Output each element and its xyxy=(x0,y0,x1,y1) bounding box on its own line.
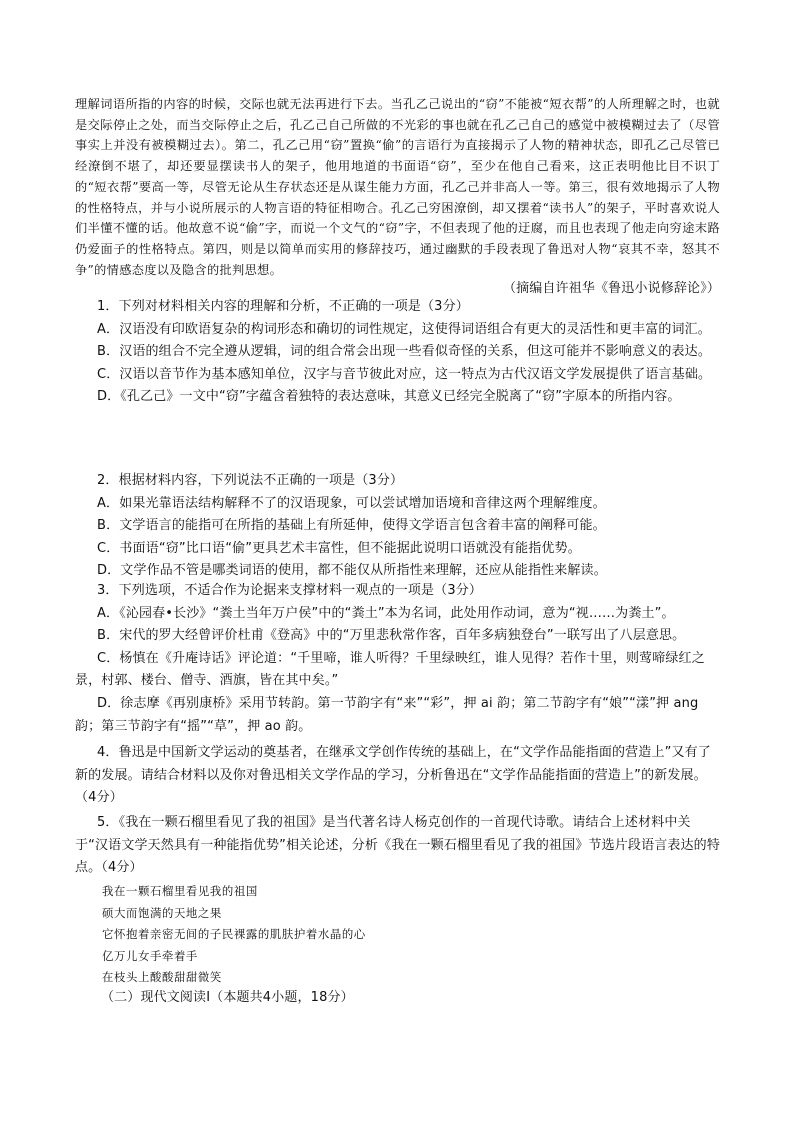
passage-text: 理解词语所指的内容的时候，交际也就无法再进行下去。当孔乙己说出的“窃”不能被“短衣帮”的人所理解之时，也就是交际停止之处，而当交际停止之后，孔乙己自己所做的不光彩的事也就在孔乙己自己的感觉中被模糊过去了（尽管事实上并没有被模糊过去）。第二，孔乙己用“窃”置换“偷”的言语行为直接揭示了人物的精神状态，即孔乙己尽管已经潦倒不堪了，却还要显摆读书人的架子，他用地道的书面语“窃”，至少在他自己看来，这正表明他比目不识丁的“短衣帮”要高一等，尽管无论从生存状态还是从谋生能力方面，孔乙己并非高人一等。第三，很有效地揭示了人物的性格特点，并与小说所展示的人物言语的特征相吻合。孔乙己穷困潦倒，却又摆着“读书人”的架子，平时喜欢说人们半懂不懂的话。他故意不说“偷”字，而说一个文气的“窃”字，不但表现了他的迂腐，而且也表现了他走向穷途末路仍爱面子的性格特点。第四，则是以简单而实用的修辞技巧，通过幽默的手段表现了鲁迅对人物“哀其不幸，怒其不争”的情感态度以及隐含的批判思想。 xyxy=(75,97,720,277)
question-5 xyxy=(75,812,720,880)
option-b: B．宋代的罗大经曾评价杜甫《登高》中的“万里悲秋常作客，百年多病独登台”一联写出了八层意思。 xyxy=(97,628,686,644)
option-d: D．文学作品不管是哪类词语的使用，都不能仅从所指性来理解，还应从能指性来解读。 xyxy=(97,563,607,579)
question-1 xyxy=(75,296,720,409)
question-4 xyxy=(75,742,720,810)
poem-excerpt xyxy=(75,881,720,989)
option-a: A．如果光靠语法结构解释不了的汉语现象，可以尝试增加语境和音律这两个理解维度。 xyxy=(97,495,606,511)
poem-line: 亿万儿女手牵着手 xyxy=(102,948,198,963)
question-stem: 1．下列对材料相关内容的理解和分析，不正确的一项是（3分） xyxy=(97,299,469,314)
poem-line: 我在一颗石榴里看见我的祖国 xyxy=(102,884,258,898)
poem-line: 硕大而饱满的天地之果 xyxy=(102,905,222,920)
question-stem: 3．下列选项，不适合作为论据来支撑材料一观点的一项是（3分） xyxy=(97,583,483,598)
option-c: C．汉语以音节作为基本感知单位，汉字与音节彼此对应，这一特点为古代汉语文学发展提供了语言基础。 xyxy=(97,366,712,382)
question-3 xyxy=(75,580,720,738)
option-c: C．书面语“窃”比口语“偷”更具艺术丰富性，但不能据此说明口语就没有能指优势。 xyxy=(97,540,581,556)
option-a: A．汉语没有印欧语复杂的构词形态和确切的词性规定，这使得词语组合有更大的灵活性和更丰富的词汇。 xyxy=(97,321,711,337)
question-2 xyxy=(75,470,720,583)
section-heading: （二）现代文阅读Ⅰ（本题共4小题，18分） xyxy=(101,990,354,1005)
question-stem: 2．根据材料内容，下列说法不正确的一项是（3分） xyxy=(97,473,404,488)
option-a: A．《沁园春•长沙》“粪土当年万户侯”中的“粪土”本为名词，此处用作动词，意为“视……为粪土”。 xyxy=(97,605,675,621)
question-stem: 4．鲁迅是中国新文学运动的奠基者，在继承文学创作传统的基础上，在“文学作品能指面的营造上”又有了新的发展。请结合材料以及你对鲁迅相关文学作品的学习，分析鲁迅在“文学作品能指面的营造上”的新发展。（4分） xyxy=(75,745,711,806)
passage-source: （摘编自许祖华《鲁迅小说修辞论》） xyxy=(502,281,720,296)
option-d: D．徐志摩《再别康桥》采用节转韵。第一节韵字有“来”“彩”，押 ai 韵；第二节韵字有“娘”“漾”押 ang韵；第三节韵字有“摇”“草”，押 ao 韵。 xyxy=(75,695,699,734)
question-stem: 5．《我在一颗石榴里看见了我的祖国》是当代著名诗人杨克创作的一首现代诗歌。请结合上述材料中关于“汉语文学天然具有一种能指优势”相关论述，分析《我在一颗石榴里看见了我的祖国》节选片段语言表达的特点。（4分） xyxy=(75,815,720,876)
option-c: C．杨慎在《升庵诗话》评论道：“千里啼，谁人听得？千里绿映红，谁人见得？若作十里，则莺啼绿红之景，村郭、楼台、僧寺、酒旗，皆在其中矣。” xyxy=(75,650,705,689)
option-b: B．文学语言的能指可在所指的基础上有所延伸，使得文学语言包含着丰富的阐释可能。 xyxy=(97,518,606,534)
option-d: D．《孔乙己》一文中“窃”字蕴含着独特的表达意味，其意义已经完全脱离了“窃”字原本的所指内容。 xyxy=(97,389,681,405)
poem-line: 它怀抱着亲密无间的子民裸露的肌肤护着水晶的心 xyxy=(102,927,366,941)
poem-line: 在枝头上酸酸甜甜微笑 xyxy=(102,970,222,984)
option-b: B．汉语的组合不完全遵从逻辑，词的组合常会出现一些看似奇怪的关系，但这可能并不影响意义的表达。 xyxy=(97,344,711,360)
